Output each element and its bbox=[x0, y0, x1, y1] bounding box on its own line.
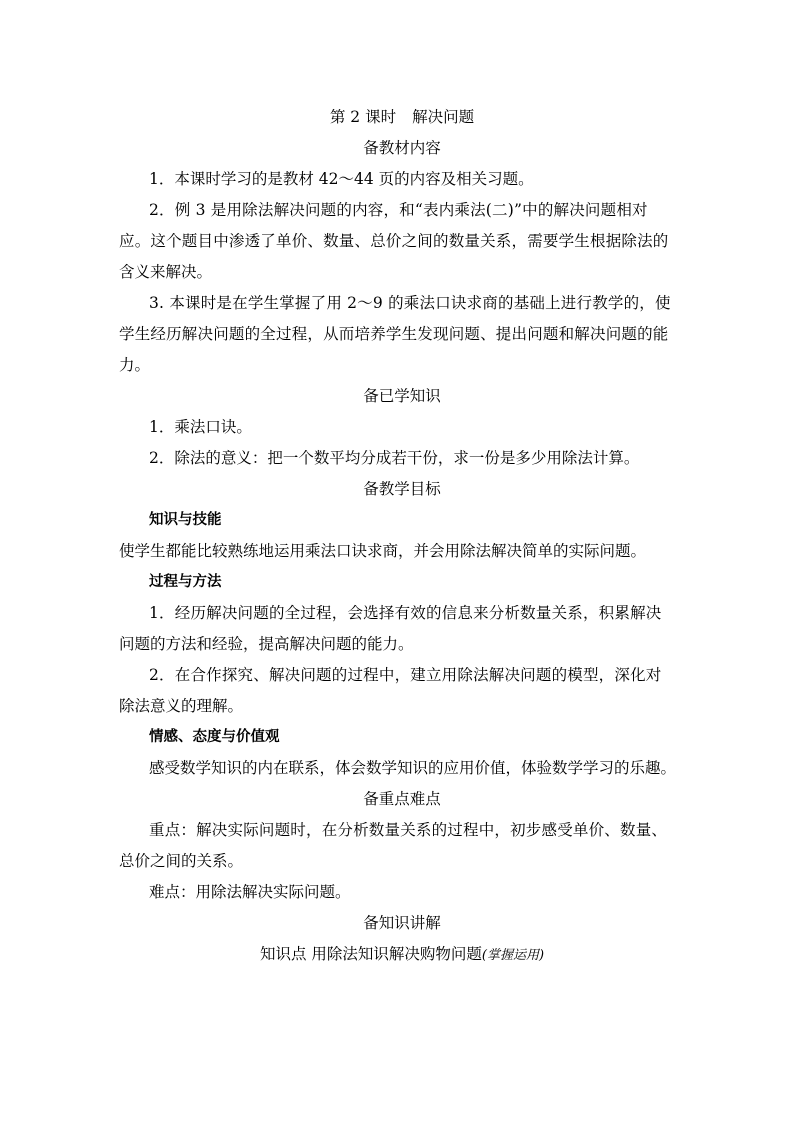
knowledge-point-tag: (掌握运用) bbox=[481, 948, 545, 963]
section-heading-key: 备重点难点 bbox=[363, 790, 441, 808]
materials-item-2-line-3: 含义来解决。 bbox=[119, 263, 213, 281]
materials-item-1: 1．本课时学习的是教材 42～44 页的内容及相关习题。 bbox=[149, 170, 534, 188]
section-heading-goals: 备教学目标 bbox=[363, 480, 441, 498]
lesson-title-number: 第 2 课时 bbox=[329, 108, 397, 126]
prior-item-2: 2．除法的意义：把一个数平均分成若干份，求一份是多少用除法计算。 bbox=[149, 449, 640, 467]
materials-item-3-line-1: 3. 本课时是在学生掌握了用 2～9 的乘法口诀求商的基础上进行教学的，使 bbox=[149, 294, 671, 312]
knowledge-point-title: 知识点 用除法知识解决购物问题 bbox=[259, 945, 482, 963]
goals-process-1-line-2: 问题的方法和经验，提高解决问题的能力。 bbox=[119, 635, 414, 653]
section-heading-explain: 备知识讲解 bbox=[363, 914, 441, 932]
section-heading-materials: 备教材内容 bbox=[363, 139, 441, 157]
materials-item-3-line-2: 学生经历解决问题的全过程，从而培养学生发现问题、提出问题和解决问题的能 bbox=[119, 325, 669, 343]
key-focus-line-1: 重点：解决实际问题时，在分析数量关系的过程中，初步感受单价、数量、 bbox=[149, 821, 668, 839]
prior-item-1: 1．乘法口诀。 bbox=[149, 418, 252, 436]
knowledge-point-heading bbox=[119, 939, 685, 970]
materials-item-3-line-3: 力。 bbox=[119, 356, 151, 374]
goals-knowledge-text: 使学生都能比较熟练地运用乘法口诀求商，并会用除法解决简单的实际问题。 bbox=[119, 542, 647, 560]
goals-heading-process: 过程与方法 bbox=[149, 574, 222, 590]
goals-attitude-text: 感受数学知识的内在联系，体会数学知识的应用价值，体验数学学习的乐趣。 bbox=[149, 759, 677, 777]
goals-heading-attitude: 情感、态度与价值观 bbox=[149, 729, 280, 745]
goals-process-2-line-1: 2．在合作探究、解决问题的过程中，建立用除法解决问题的模型，深化对 bbox=[149, 666, 662, 684]
materials-item-2-line-2: 应。这个题目中渗透了单价、数量、总价之间的数量关系，需要学生根据除法的 bbox=[119, 232, 669, 250]
key-difficulty: 难点：用除法解决实际问题。 bbox=[149, 883, 351, 901]
goals-heading-knowledge: 知识与技能 bbox=[149, 512, 222, 528]
lesson-title-topic: 解决问题 bbox=[412, 108, 475, 126]
goals-process-2-line-2: 除法意义的理解。 bbox=[119, 697, 244, 715]
lesson-title bbox=[119, 102, 685, 133]
goals-process-1-line-1: 1．经历解决问题的全过程，会选择有效的信息来分析数量关系，积累解决 bbox=[149, 604, 662, 622]
materials-item-2-line-1: 2．例 3 是用除法解决问题的内容，和“表内乘法(二)”中的解决问题相对 bbox=[149, 201, 648, 219]
key-focus-line-2: 总价之间的关系。 bbox=[119, 852, 244, 870]
document-page bbox=[119, 102, 685, 970]
section-heading-prior: 备已学知识 bbox=[363, 387, 441, 405]
